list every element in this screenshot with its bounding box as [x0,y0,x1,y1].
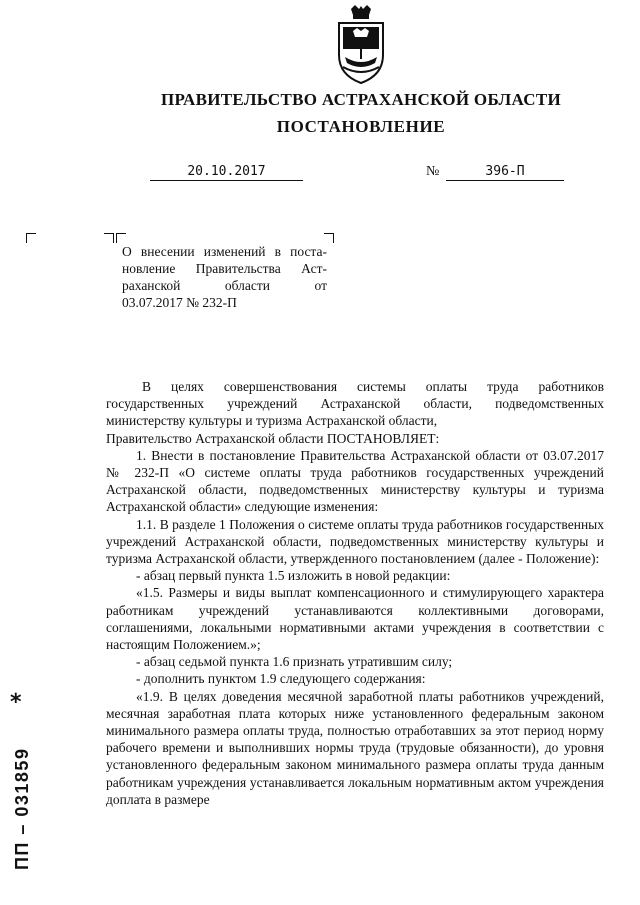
body-paragraph: «1.9. В целях доведения месячной заработной платы работников учреждений, месячная заработная плата которых ниже установленного федеральным законом минимального размера оплаты труда, полностью отработавших за этот период норму рабочего времени и выполнивших нормы труда (трудовые обязанности), до уровня установленного федеральным законом минимального размера оплаты труда данным работникам учреждения устанавливается локальным нормативным актом учреждения доплата в размере [106,688,604,807]
body-paragraph: 1. Внести в постановление Правительства Астраханской области от 03.07.2017 № 232-П «О системе оплаты труда работников государственных учреждений Астраханской области, подведомственных министерству культуры и туризма Астраханской области» следующие изменения: [106,447,604,515]
body-paragraph: 1.1. В разделе 1 Положения о системе оплаты труда работников государственных учреждений Астраханской области, подведомственных министерству культуры и туризма Астраханской области, утвержденного постановлением (далее - Положение): [106,516,604,567]
subject-line: раханской области от [122,278,327,293]
government-title: ПРАВИТЕЛЬСТВО АСТРАХАНСКОЙ ОБЛАСТИ [161,90,561,109]
document-number: 396-П [446,164,564,181]
margin-star: * [10,690,22,715]
margin-serial-stamp: ПП – 031859 [12,747,32,870]
document-date: 20.10.2017 [150,164,303,181]
corner-mark [116,233,126,243]
subject-line: 03.07.2017 № 232-П [122,295,237,310]
document-type: ПОСТАНОВЛЕНИЕ [276,117,446,136]
body-paragraph: Правительство Астраханской области ПОСТАНОВЛЯЕТ: [106,430,440,446]
body-paragraph: «1.5. Размеры и виды выплат компенсационного и стимулирующего характера работникам учреждений устанавливаются коллективными договорами, соглашениями, локальными нормативными актами учреждения в соответствии с настоящим Положением.»; [106,585,604,653]
corner-mark [26,233,36,243]
coat-of-arms-emblem [333,5,389,85]
body-paragraph: - дополнить пунктом 1.9 следующего содержания: [136,671,426,687]
corner-mark [324,233,334,243]
body-paragraph: - абзац первый пункта 1.5 изложить в новой редакции: [136,568,451,584]
number-label: № [426,164,440,179]
subject-line: новление Правительства Аст- [122,261,327,276]
subject-line: О внесении изменений в поста- [122,244,327,259]
document-subject [122,243,327,311]
corner-mark [104,233,114,243]
body-paragraph: - абзац седьмой пункта 1.6 признать утратившим силу; [136,654,453,670]
document-body [106,378,604,808]
body-paragraph: В целях совершенствования системы оплаты труда работников государственных учреждений Астраханской области, подведомственных министерству культуры и туризма Астраханской области, [106,379,604,429]
